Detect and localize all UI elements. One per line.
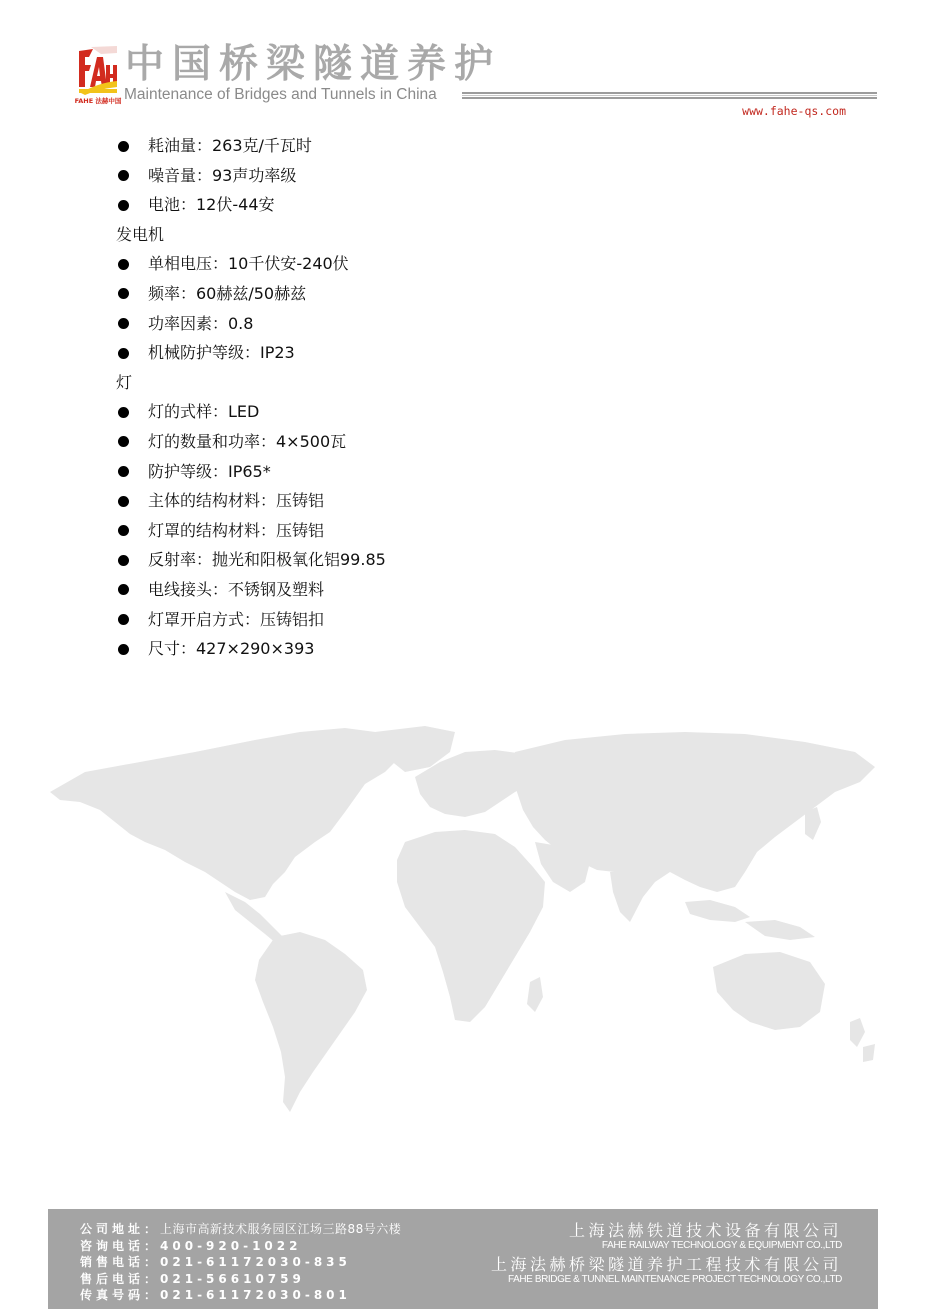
spec-list-item: [116, 309, 816, 339]
fahe-logo: [74, 43, 122, 105]
fahe-logo-icon: [74, 43, 122, 105]
bullet-icon: [118, 584, 129, 595]
spec-list-item: [116, 545, 816, 575]
bullet-icon: [118, 170, 129, 181]
spec-text: 灯的式样：LED: [148, 402, 260, 422]
spec-text: 机械防护等级：IP23: [148, 343, 295, 363]
contact-value: 400-920-1022: [160, 1238, 302, 1253]
section-heading: [116, 368, 816, 398]
website-link[interactable]: www.fahe-qs.com: [742, 104, 846, 118]
contact-value: 021-61172030-835: [160, 1255, 351, 1269]
contact-label: 售后电话：: [80, 1271, 161, 1286]
bullet-icon: [118, 466, 129, 477]
brand-title-cn: 中国桥梁隧道养护: [125, 42, 502, 87]
bullet-icon: [118, 614, 129, 625]
spec-text: 噪音量：93声功率级: [148, 165, 297, 185]
contact-line: [80, 1271, 401, 1288]
bullet-icon: [118, 644, 129, 655]
spec-list-item: [116, 397, 816, 427]
spec-text: 灯罩开启方式：压铸铝扣: [148, 609, 325, 629]
spec-text: 防护等级：IP65*: [148, 461, 271, 481]
company-name-cn: 上海法赫桥梁隧道养护工程技术有限公司: [490, 1255, 842, 1274]
spec-list-item: [116, 190, 816, 220]
contact-label: 传真号码：: [80, 1288, 161, 1302]
spec-text: 功率因素：0.8: [148, 313, 254, 333]
company-name-en: FAHE BRIDGE & TUNNEL MAINTENANCE PROJECT TECHNOLOGY CO.,LTD: [507, 1274, 842, 1285]
company-name-cn: 上海法赫铁道技术设备有限公司: [568, 1221, 842, 1240]
spec-text: 灯罩的结构材料：压铸铝: [148, 520, 325, 540]
contact-line: [80, 1238, 401, 1255]
bullet-icon: [118, 407, 129, 418]
spec-text: 电池：12伏-44安: [148, 195, 275, 215]
company-railway: [569, 1221, 842, 1252]
spec-list-item: [116, 279, 816, 309]
contact-value: 021-61172030-801: [160, 1288, 351, 1302]
contact-line: [80, 1254, 401, 1271]
spec-text: 频率：60赫兹/50赫兹: [148, 283, 307, 303]
bullet-icon: [118, 555, 129, 566]
spec-list-item: [116, 575, 816, 605]
spec-list-item: [116, 486, 816, 516]
bullet-icon: [118, 288, 129, 299]
bullet-icon: [118, 348, 129, 359]
world-map-watermark: [45, 722, 880, 1117]
bullet-icon: [118, 496, 129, 507]
section-heading: [116, 220, 816, 250]
header-divider: [462, 92, 877, 99]
page-footer: [48, 1209, 878, 1309]
contact-line: [80, 1221, 401, 1238]
spec-text: 电线接头：不锈钢及塑料: [148, 579, 325, 599]
spec-text: 主体的结构材料：压铸铝: [148, 491, 325, 511]
bullet-icon: [118, 259, 129, 270]
spec-list-item: [116, 161, 816, 191]
spec-list-item: [116, 131, 816, 161]
bullet-icon: [118, 200, 129, 211]
bullet-icon: [118, 525, 129, 536]
bullet-icon: [118, 436, 129, 447]
contact-label: 公司地址：: [80, 1222, 161, 1236]
spec-list-item: [116, 457, 816, 487]
spec-list: [116, 131, 816, 664]
world-map-icon: [45, 722, 880, 1117]
logo-caption: FAHE 法赫中国: [74, 97, 122, 105]
section-heading-text: 发电机: [116, 224, 165, 244]
bullet-icon: [118, 141, 129, 152]
spec-list-item: [116, 249, 816, 279]
contact-list: [80, 1221, 401, 1304]
spec-list-item: [116, 605, 816, 635]
spec-list-item: [116, 516, 816, 546]
company-name-en: FAHE RAILWAY TECHNOLOGY & EQUIPMENT CO.,LTD: [601, 1240, 842, 1251]
section-heading-text: 灯: [116, 372, 133, 392]
spec-list-item: [116, 634, 816, 664]
page-header: [0, 0, 926, 125]
spec-text: 反射率：抛光和阳极氧化铝99.85: [148, 550, 386, 570]
brand-title-en: Maintenance of Bridges and Tunnels in China: [124, 86, 437, 103]
spec-list-item: [116, 338, 816, 368]
spec-text: 单相电压：10千伏安-240伏: [148, 254, 349, 274]
spec-text: 耗油量：263克/千瓦时: [148, 136, 312, 155]
contact-line: [80, 1287, 401, 1304]
contact-value: 021-56610759: [160, 1271, 305, 1286]
bullet-icon: [118, 318, 129, 329]
contact-label: 咨询电话：: [80, 1238, 161, 1253]
contact-label: 销售电话：: [80, 1255, 161, 1269]
spec-list-item: [116, 427, 816, 457]
company-bridge-tunnel: [491, 1255, 842, 1286]
spec-text: 灯的数量和功率：4×500瓦: [148, 431, 347, 451]
contact-value: 上海市高新技术服务园区江场三路88号六楼: [160, 1222, 402, 1236]
spec-text: 尺寸：427×290×393: [148, 639, 315, 659]
